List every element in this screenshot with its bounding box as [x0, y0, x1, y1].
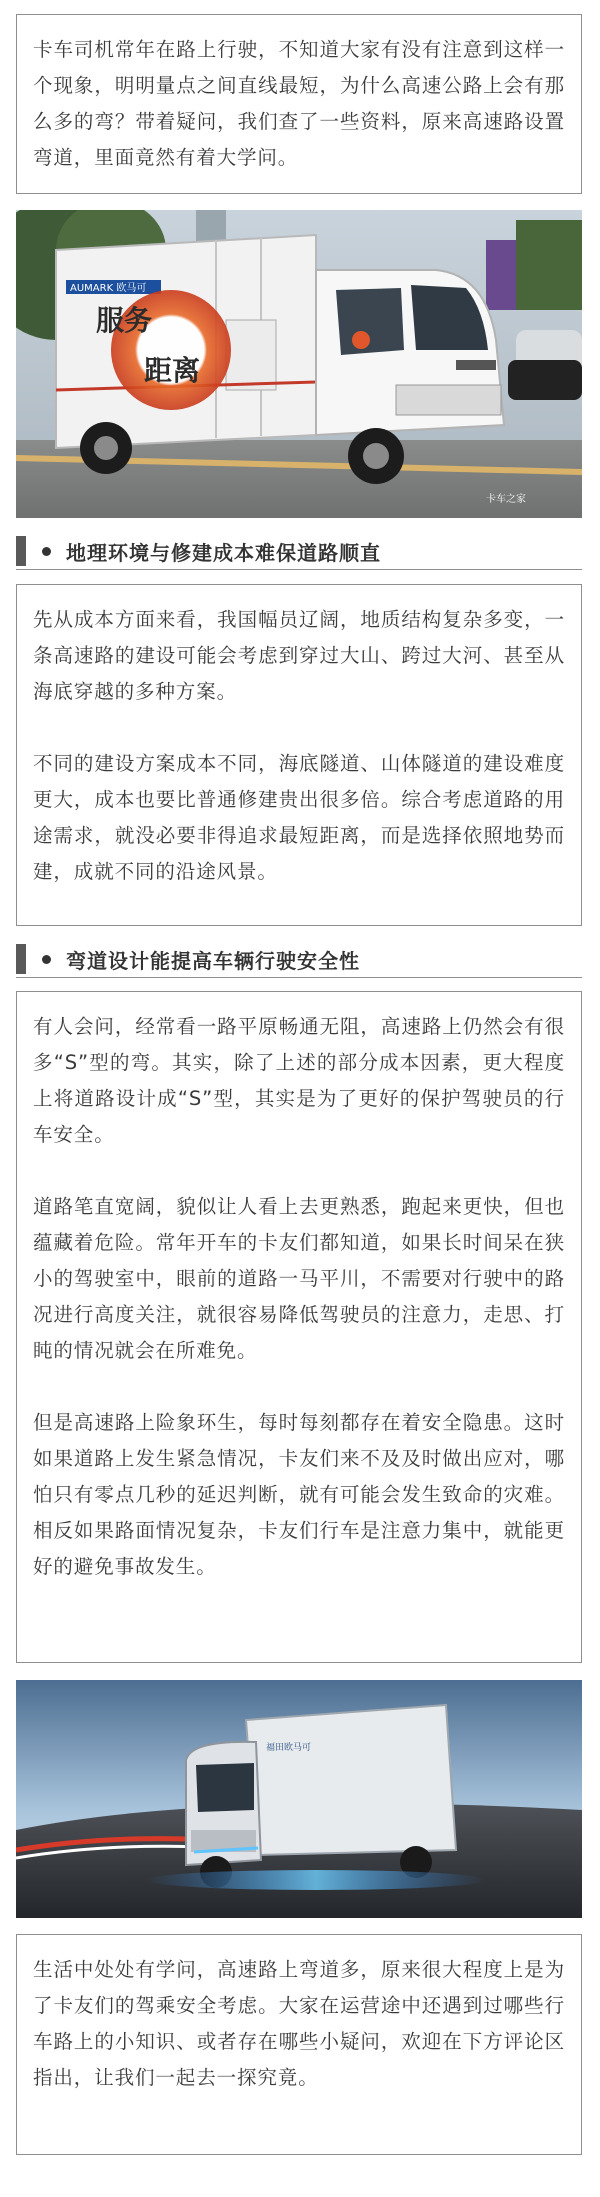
- section1-paragraph-2: 不同的建设方案成本不同，海底隧道、山体隧道的建设难度更大，成本也要比普通修建贵出很多倍。综合考虑道路的用途需求，就没必要非得追求最短距离，而是选择依照地势而建，成就不同的沿途风景。: [33, 752, 565, 883]
- heading-bar: [16, 944, 26, 974]
- intro-box: [16, 14, 582, 194]
- heading-bar: [16, 536, 26, 566]
- intro-text: 卡车司机常年在路上行驶，不知道大家有没有注意到这样一个现象，明明量点之间直线最短，为什么高速公路上会有那么多的弯？带着疑问，我们查了一些资料，原来高速路设置弯道，里面竟然有着大学问。: [33, 38, 565, 169]
- photo-watermark: 卡车之家: [486, 494, 526, 505]
- section1-heading: [16, 534, 582, 570]
- section2-paragraph-3: 但是高速路上险象环生，每时每刻都存在着安全隐患。这时如果道路上发生紧急情况，卡友们来不及及时做出应对，哪怕只有零点几秒的延迟判断，就有可能会发生致命的灾难。相反如果路面情况复杂，卡友们行车是注意力集中，就能更好的避免事故发生。: [33, 1411, 565, 1578]
- section2-paragraph-1: 有人会问，经常看一路平原畅通无阻，高速路上仍然会有很多“S”型的弯。其实，除了上述的部分成本因素，更大程度上将道路设计成“S”型，其实是为了更好的保护驾驶员的行车安全。: [33, 1015, 565, 1146]
- section1-box: [16, 584, 582, 926]
- heading-divider: [16, 569, 582, 570]
- outro-box: [16, 1934, 582, 2155]
- bullet-dot-icon: [42, 547, 51, 556]
- top-truck-photo: [16, 210, 582, 518]
- box-text-fuwu: 服务: [96, 304, 153, 337]
- section2-title: 弯道设计能提高车辆行驶安全性: [66, 949, 360, 973]
- box-text-juli: 距离: [144, 354, 201, 387]
- section2-heading: [16, 942, 582, 978]
- bullet-dot-icon: [42, 955, 51, 964]
- truck-brand-text: 福田欧马可: [266, 1743, 312, 1753]
- section2-box: [16, 991, 582, 1663]
- section2-paragraph-2: 道路笔直宽阔，貌似让人看上去更熟悉，跑起来更快，但也蕴藏着危险。常年开车的卡友们都知道，如果长时间呆在狭小的驾驶室中，眼前的道路一马平川，不需要对行驶中的路况进行高度关注，就很容易降低驾驶员的注意力，走思、打盹的情况就会在所难免。: [33, 1195, 565, 1362]
- truck-illustration: [16, 210, 582, 518]
- heading-divider: [16, 977, 582, 978]
- bottom-truck-photo: [16, 1680, 582, 1918]
- box-brand-text: AUMARK 欧马可: [70, 283, 147, 294]
- section1-paragraph-1: 先从成本方面来看，我国幅员辽阔，地质结构复杂多变，一条高速路的建设可能会考虑到穿过大山、跨过大河、甚至从海底穿越的多种方案。: [33, 608, 565, 703]
- outro-text: 生活中处处有学问，高速路上弯道多，原来很大程度上是为了卡友们的驾乘安全考虑。大家在运营途中还遇到过哪些行车路上的小知识、或者存在哪些小疑问，欢迎在下方评论区指出，让我们一起去一探究竟。: [33, 1958, 565, 2089]
- truck-road-illustration: [16, 1680, 582, 1918]
- section1-title: 地理环境与修建成本难保道路顺直: [66, 541, 381, 565]
